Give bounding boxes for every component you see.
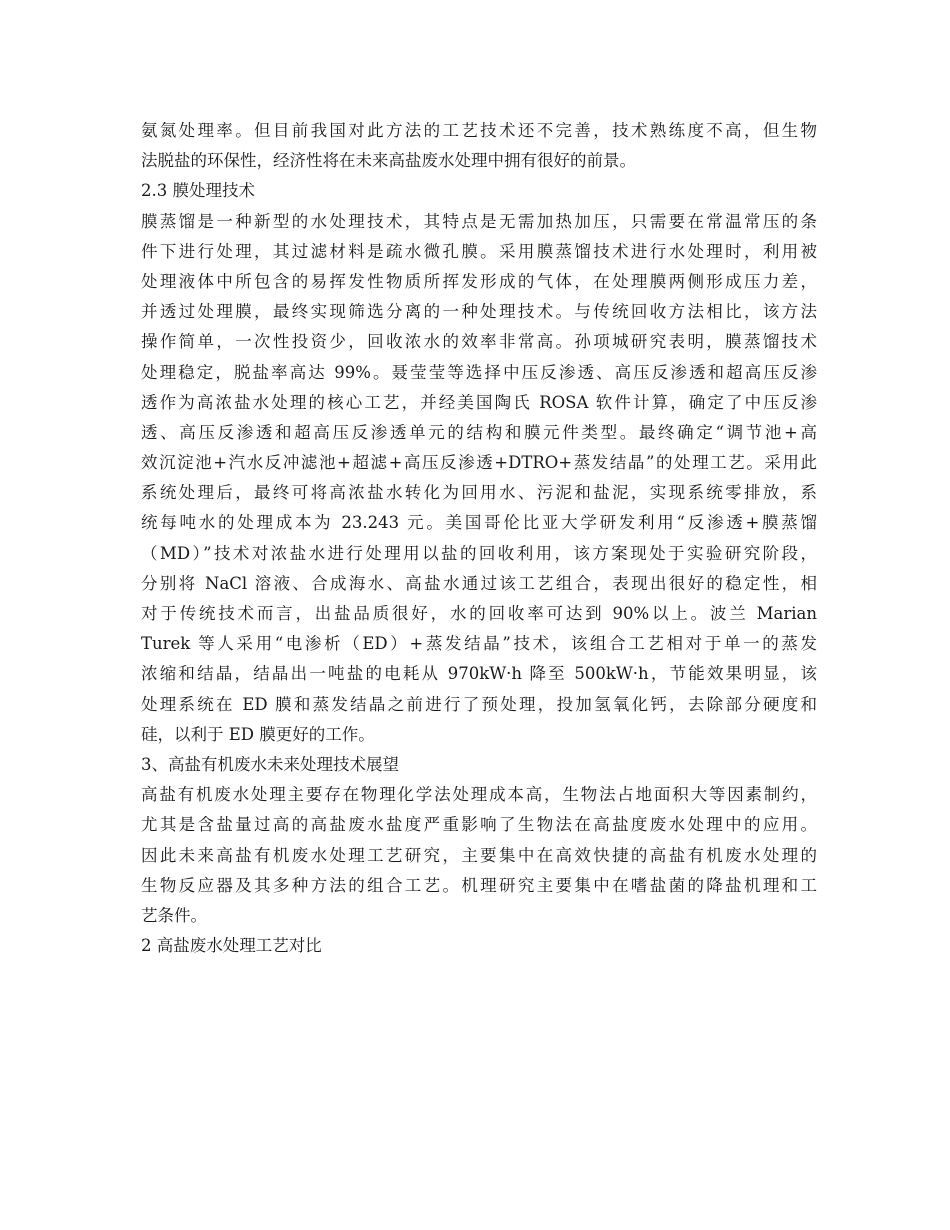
body-line: （MD）”技术对浓盐水进行处理用以盐的回收利用，该方案现处于实验研究阶段，: [141, 543, 817, 563]
body-line: 效沉淀池+汽水反冲滤池+超滤+高压反渗透+DTRO+蒸发结晶”的处理工艺。采用此: [141, 453, 817, 473]
body-line: 透、高压反渗透和超高压反渗透单元的结构和膜元件类型。最终确定“调节池+高: [141, 422, 817, 442]
body-line: 统每吨水的处理成本为 23.243 元。美国哥伦比亚大学研发利用“反渗透+膜蒸馏: [141, 513, 817, 533]
body-line: 膜蒸馏是一种新型的水处理技术，其特点是无需加热加压，只需要在常温常压的条: [141, 211, 817, 231]
section-heading: 2.3 膜处理技术: [141, 181, 255, 201]
body-line: 并透过处理膜，最终实现筛选分离的一种处理技术。与传统回收方法相比，该方法: [141, 302, 817, 322]
body-line: 浓缩和结晶，结晶出一吨盐的电耗从 970kW·h 降至 500kW·h，节能效果明显，该: [141, 664, 817, 684]
document-body: [141, 116, 817, 961]
body-line: 法脱盐的环保性，经济性将在未来高盐废水处理中拥有很好的前景。: [141, 151, 636, 171]
body-line: 透作为高浓盐水处理的核心工艺，并经美国陶氏 ROSA 软件计算，确定了中压反渗: [141, 392, 817, 412]
body-line: 高盐有机废水处理主要存在物理化学法处理成本高，生物法占地面积大等因素制约，: [141, 785, 817, 805]
section-heading: 3、高盐有机废水未来处理技术展望: [141, 754, 399, 774]
body-line: 处理液体中所包含的易挥发性物质所挥发形成的气体，在处理膜两侧形成压力差，: [141, 271, 817, 291]
body-line: 生物反应器及其多种方法的组合工艺。机理研究主要集中在嗜盐菌的降盐机理和工: [141, 875, 817, 895]
body-line: Turek 等人采用“电渗析（ED）+蒸发结晶”技术，该组合工艺相对于单一的蒸发: [141, 634, 817, 654]
body-line: 系统处理后，最终可将高浓盐水转化为回用水、污泥和盐泥，实现系统零排放，系: [141, 483, 817, 503]
body-line: 对于传统技术而言，出盐品质很好，水的回收率可达到 90%以上。波兰 Marian: [141, 604, 817, 623]
body-line: 件下进行处理，其过滤材料是疏水微孔膜。采用膜蒸馏技术进行水处理时，利用被: [141, 241, 817, 261]
body-line: 分别将 NaCl 溶液、合成海水、高盐水通过该工艺组合，表现出很好的稳定性，相: [141, 573, 817, 593]
body-line: 因此未来高盐有机废水处理工艺研究，主要集中在高效快捷的高盐有机废水处理的: [141, 845, 817, 865]
body-line: 氨氮处理率。但目前我国对此方法的工艺技术还不完善，技术熟练度不高，但生物: [141, 121, 817, 140]
body-line: 处理系统在 ED 膜和蒸发结晶之前进行了预处理，投加氢氧化钙，去除部分硬度和: [141, 694, 817, 714]
body-line: 硅，以利于 ED 膜更好的工作。: [141, 724, 375, 744]
body-line: 艺条件。: [141, 905, 207, 925]
body-line: 处理稳定，脱盐率高达 99%。聂莹莹等选择中压反渗透、高压反渗透和超高压反渗: [141, 362, 817, 382]
section-heading: 2 高盐废水处理工艺对比: [141, 936, 322, 956]
body-line: 操作简单，一次性投资少，回收浓水的效率非常高。孙项城研究表明，膜蒸馏技术: [141, 332, 817, 352]
body-line: 尤其是含盐量过高的高盐废水盐度严重影响了生物法在高盐度废水处理中的应用。: [141, 815, 817, 835]
